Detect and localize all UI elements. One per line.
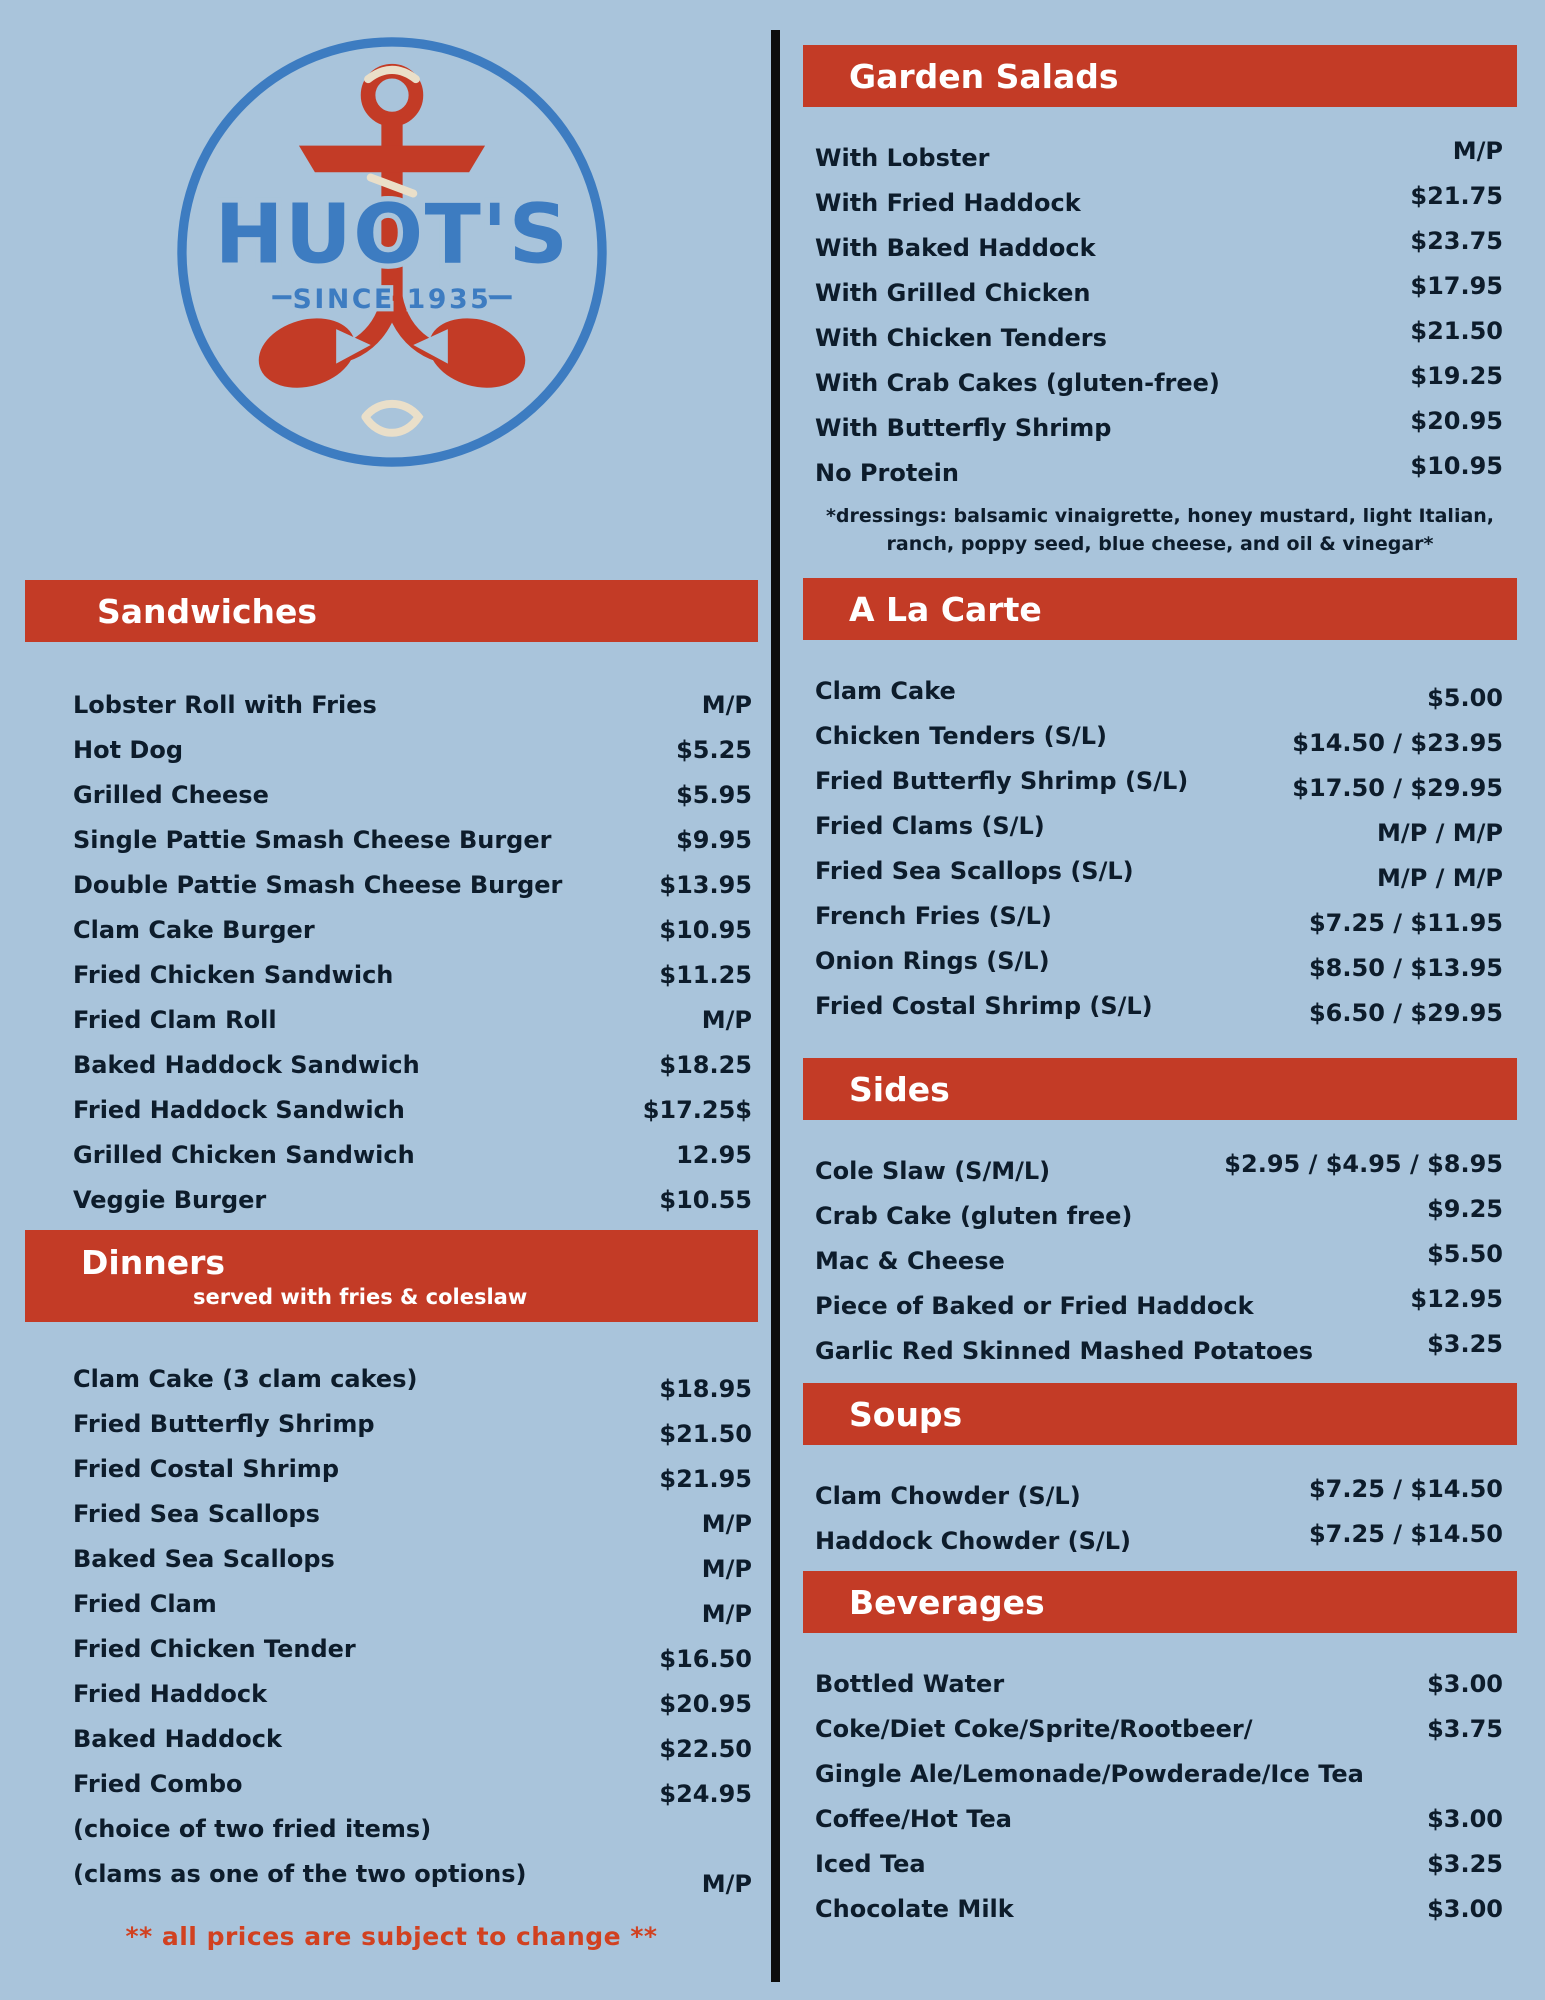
menu-item-price: $17.50 / $29.95 xyxy=(1292,773,1503,802)
menu-item-name: Fried Clam xyxy=(73,1589,217,1618)
menu-item-price: $21.95 xyxy=(659,1464,752,1493)
menu-item-name: Bottled Water xyxy=(815,1669,1005,1698)
menu-item-price: $18.95 xyxy=(659,1374,752,1403)
menu-item-row xyxy=(815,758,1503,803)
menu-item-price: $21.50 xyxy=(1410,316,1503,345)
menu-item-row xyxy=(815,405,1503,450)
menu-item-name: Baked Haddock Sandwich xyxy=(73,1050,420,1079)
menu-item-price: $3.75 xyxy=(1427,1714,1503,1743)
menu-item-price: $5.50 xyxy=(1427,1239,1503,1268)
menu-item-name: Hot Dog xyxy=(73,735,183,764)
menu-item-price: $5.95 xyxy=(676,780,752,809)
menu-item-row xyxy=(73,1177,752,1222)
menu-item-name: Chicken Tenders (S/L) xyxy=(815,721,1107,750)
column-divider xyxy=(771,30,780,1982)
menu-item-row xyxy=(815,225,1503,270)
left-column xyxy=(25,0,758,1951)
menu-item-name: Fried Haddock Sandwich xyxy=(73,1095,405,1124)
menu-item-row xyxy=(815,713,1503,758)
menu-item-row xyxy=(815,1238,1503,1283)
menu-item-price: M/P xyxy=(701,1005,752,1034)
menu-item-name: Fried Sea Scallops (S/L) xyxy=(815,856,1134,885)
menu-item-row xyxy=(815,450,1503,495)
menu-item-price: $3.00 xyxy=(1427,1669,1503,1698)
menu-item-price: $10.95 xyxy=(659,915,752,944)
menu-item-name: No Protein xyxy=(815,458,959,487)
menu-item-row xyxy=(815,135,1503,180)
dressings-footnote: *dressings: balsamic vinaigrette, honey mustard, light Italian, ranch, poppy seed, blue cheese, and oil & vinegar* xyxy=(825,505,1495,555)
menu-item-name: Gingle Ale/Lemonade/Powderade/Ice Tea xyxy=(815,1759,1364,1788)
section-title: Dinners xyxy=(81,1243,225,1282)
menu-item-price: $9.95 xyxy=(676,825,752,854)
menu-item-price: $24.95 xyxy=(659,1779,752,1808)
menu-item-price: $5.00 xyxy=(1427,683,1503,712)
section-title: A La Carte xyxy=(849,589,1042,629)
menu-item-price: $13.95 xyxy=(659,870,752,899)
logo xyxy=(25,0,758,580)
menu-item-price: $23.75 xyxy=(1410,226,1503,255)
menu-item-row xyxy=(815,1661,1503,1706)
menu-item-row xyxy=(73,1401,752,1446)
menu-item-row xyxy=(815,315,1503,360)
menu-item-name: Clam Cake (3 clam cakes) xyxy=(73,1364,418,1393)
menu-item-name: Fried Haddock xyxy=(73,1679,268,1708)
logo-tagline: SINCE 1935 xyxy=(292,283,491,315)
section-header-sides xyxy=(803,1058,1517,1120)
menu-item-row xyxy=(73,1446,752,1491)
menu-item-name: With Chicken Tenders xyxy=(815,323,1107,352)
menu-item-price: M/P xyxy=(701,1554,752,1583)
menu-item-row xyxy=(73,1716,752,1761)
menu-item-row xyxy=(815,1473,1503,1518)
menu-item-price: $3.25 xyxy=(1427,1329,1503,1358)
menu-item-row xyxy=(815,668,1503,713)
menu-item-row xyxy=(815,938,1503,983)
menu-item-price: $18.25 xyxy=(659,1050,752,1079)
sides-items xyxy=(803,1120,1517,1373)
menu-item-name: Fried Combo xyxy=(73,1769,243,1798)
menu-item-name: Coke/Diet Coke/Sprite/Rootbeer/ xyxy=(815,1714,1253,1743)
menu-item-row xyxy=(73,1087,752,1132)
huots-logo xyxy=(166,26,618,478)
menu-item-row xyxy=(73,1626,752,1671)
menu-item-name: Mac & Cheese xyxy=(815,1246,1005,1275)
sandwiches-items xyxy=(25,642,758,1222)
menu-item-row xyxy=(73,772,752,817)
menu-item-name: French Fries (S/L) xyxy=(815,901,1052,930)
menu-item-row xyxy=(73,1761,752,1806)
menu-item-row xyxy=(73,1132,752,1177)
menu-item-price: $3.00 xyxy=(1427,1804,1503,1833)
section-subtitle: served with fries & coleslaw xyxy=(193,1285,528,1309)
menu-item-name: Single Pattie Smash Cheese Burger xyxy=(73,825,552,854)
price-change-note: ** all prices are subject to change ** xyxy=(125,1922,658,1951)
menu-item-row xyxy=(73,862,752,907)
menu-item-name: Garlic Red Skinned Mashed Potatoes xyxy=(815,1336,1314,1365)
menu-item-row xyxy=(73,1581,752,1626)
section-header-a-la-carte xyxy=(803,578,1517,640)
right-column xyxy=(803,0,1517,1931)
menu-item-name: Iced Tea xyxy=(815,1849,926,1878)
menu-item-name: Fried Butterfly Shrimp xyxy=(73,1409,375,1438)
menu-item-name: Fried Costal Shrimp xyxy=(73,1454,339,1483)
logo-name: HUOT'S xyxy=(214,186,569,283)
menu-item-row xyxy=(815,1148,1503,1193)
menu-item-name: Grilled Cheese xyxy=(73,780,269,809)
menu-item-row xyxy=(815,893,1503,938)
menu-item-name: Clam Chowder (S/L) xyxy=(815,1481,1081,1510)
menu-item-row xyxy=(815,180,1503,225)
menu-item-price: M/P / M/P xyxy=(1377,863,1503,892)
menu-item-name: Onion Rings (S/L) xyxy=(815,946,1050,975)
menu-item-name: Fried Clam Roll xyxy=(73,1005,277,1034)
section-title: Soups xyxy=(849,1394,963,1434)
menu-item-price: M/P xyxy=(701,690,752,719)
menu-item-row xyxy=(73,1536,752,1581)
menu-item-price: M/P xyxy=(701,1869,752,1898)
menu-item-price: M/P / M/P xyxy=(1377,818,1503,847)
menu-item-price: $17.95 xyxy=(1410,271,1503,300)
menu-item-price: $11.25 xyxy=(659,960,752,989)
menu-item-row xyxy=(73,907,752,952)
menu-item-price: M/P xyxy=(701,1509,752,1538)
menu-item-name: Fried Costal Shrimp (S/L) xyxy=(815,991,1153,1020)
menu-item-price: $16.50 xyxy=(659,1644,752,1673)
menu-item-name: Chocolate Milk xyxy=(815,1894,1014,1923)
section-title: Beverages xyxy=(849,1582,1045,1622)
menu-item-price: $3.25 xyxy=(1427,1849,1503,1878)
menu-item-row xyxy=(73,1491,752,1536)
menu-item-row xyxy=(73,952,752,997)
menu-item-row xyxy=(815,1706,1503,1751)
menu-item-price: $19.25 xyxy=(1410,361,1503,390)
menu-item-price: M/P xyxy=(701,1599,752,1628)
menu-item-name: Clam Cake xyxy=(815,676,956,705)
section-title: Sandwiches xyxy=(97,591,318,631)
menu-item-name: Lobster Roll with Fries xyxy=(73,690,377,719)
menu-item-name: Double Pattie Smash Cheese Burger xyxy=(73,870,563,899)
menu-item-name: Baked Haddock xyxy=(73,1724,282,1753)
beverages-items xyxy=(803,1633,1517,1931)
menu-item-row xyxy=(73,727,752,772)
menu-item-price: $22.50 xyxy=(659,1734,752,1763)
menu-item-row xyxy=(73,1806,752,1851)
menu-item-row xyxy=(815,1796,1503,1841)
section-title: Garden Salads xyxy=(849,56,1119,96)
menu-item-price: $20.95 xyxy=(1410,406,1503,435)
menu-item-name: Cole Slaw (S/M/L) xyxy=(815,1156,1051,1185)
menu-item-price: $8.50 / $13.95 xyxy=(1308,953,1503,982)
menu-item-row xyxy=(815,1841,1503,1886)
menu-item-price: $7.25 / $14.50 xyxy=(1308,1474,1503,1503)
section-header-dinners xyxy=(25,1230,758,1322)
menu-item-name: With Crab Cakes (gluten-free) xyxy=(815,368,1220,397)
soups-items xyxy=(803,1445,1517,1563)
menu-item-name: Crab Cake (gluten free) xyxy=(815,1201,1133,1230)
menu-item-name: Coffee/Hot Tea xyxy=(815,1804,1012,1833)
menu-item-row xyxy=(73,1356,752,1401)
a-la-carte-items xyxy=(803,640,1517,1028)
menu-item-name: Veggie Burger xyxy=(73,1185,267,1214)
menu-item-row xyxy=(815,803,1503,848)
menu-item-name: Fried Chicken Sandwich xyxy=(73,960,394,989)
menu-item-price: $12.95 xyxy=(1410,1284,1503,1313)
menu-item-row xyxy=(815,1283,1503,1328)
menu-item-price: $5.25 xyxy=(676,735,752,764)
menu-item-price: M/P xyxy=(1452,136,1503,165)
menu-item-row xyxy=(815,1328,1503,1373)
menu-item-price: $6.50 / $29.95 xyxy=(1308,998,1503,1027)
menu-item-row xyxy=(815,360,1503,405)
menu-item-name: Clam Cake Burger xyxy=(73,915,315,944)
menu-item-row xyxy=(73,1042,752,1087)
menu-item-row xyxy=(815,848,1503,893)
menu-item-price: $10.55 xyxy=(659,1185,752,1214)
menu-item-name: Piece of Baked or Fried Haddock xyxy=(815,1291,1254,1320)
section-title: Sides xyxy=(849,1069,950,1109)
menu-item-row xyxy=(815,1886,1503,1931)
menu-item-name: Fried Butterfly Shrimp (S/L) xyxy=(815,766,1189,795)
menu-item-row xyxy=(73,1851,752,1896)
menu-item-price: $21.75 xyxy=(1410,181,1503,210)
menu-item-name: Grilled Chicken Sandwich xyxy=(73,1140,415,1169)
menu-item-row xyxy=(73,997,752,1042)
menu-item-price: $3.00 xyxy=(1427,1894,1503,1923)
garden-salads-items xyxy=(803,107,1517,495)
menu-item-name: (clams as one of the two options) xyxy=(73,1859,527,1888)
menu-item-row xyxy=(73,682,752,727)
menu-item-price: 12.95 xyxy=(676,1140,752,1169)
menu-item-name: Fried Chicken Tender xyxy=(73,1634,356,1663)
dinners-items xyxy=(25,1322,758,1896)
section-header-garden-salads xyxy=(803,45,1517,107)
section-header-sandwiches xyxy=(25,580,758,642)
section-header-soups xyxy=(803,1383,1517,1445)
menu-item-name: (choice of two fried items) xyxy=(73,1814,432,1843)
menu-item-price: $9.25 xyxy=(1427,1194,1503,1223)
menu-item-name: With Fried Haddock xyxy=(815,188,1081,217)
menu-item-price: $7.25 / $11.95 xyxy=(1308,908,1503,937)
menu-item-price: $2.95 / $4.95 / $8.95 xyxy=(1224,1149,1503,1178)
menu-item-name: Fried Sea Scallops xyxy=(73,1499,320,1528)
menu-item-row xyxy=(815,983,1503,1028)
menu-item-row xyxy=(73,817,752,862)
menu-item-row xyxy=(815,1751,1503,1796)
menu-item-price: $21.50 xyxy=(659,1419,752,1448)
menu-item-price: $10.95 xyxy=(1410,451,1503,480)
menu-item-name: With Lobster xyxy=(815,143,990,172)
menu-item-name: With Grilled Chicken xyxy=(815,278,1091,307)
menu-item-name: Haddock Chowder (S/L) xyxy=(815,1526,1131,1555)
menu-item-row xyxy=(815,1518,1503,1563)
menu-item-price: $20.95 xyxy=(659,1689,752,1718)
menu-item-name: Baked Sea Scallops xyxy=(73,1544,335,1573)
menu-item-row xyxy=(73,1671,752,1716)
menu-item-price: $14.50 / $23.95 xyxy=(1292,728,1503,757)
section-header-beverages xyxy=(803,1571,1517,1633)
menu-item-name: With Butterfly Shrimp xyxy=(815,413,1112,442)
menu-item-price: $17.25$ xyxy=(642,1095,752,1124)
menu-item-price: $7.25 / $14.50 xyxy=(1308,1519,1503,1548)
menu-item-name: Fried Clams (S/L) xyxy=(815,811,1045,840)
menu-item-row xyxy=(815,1193,1503,1238)
menu-item-name: With Baked Haddock xyxy=(815,233,1096,262)
menu-item-row xyxy=(815,270,1503,315)
